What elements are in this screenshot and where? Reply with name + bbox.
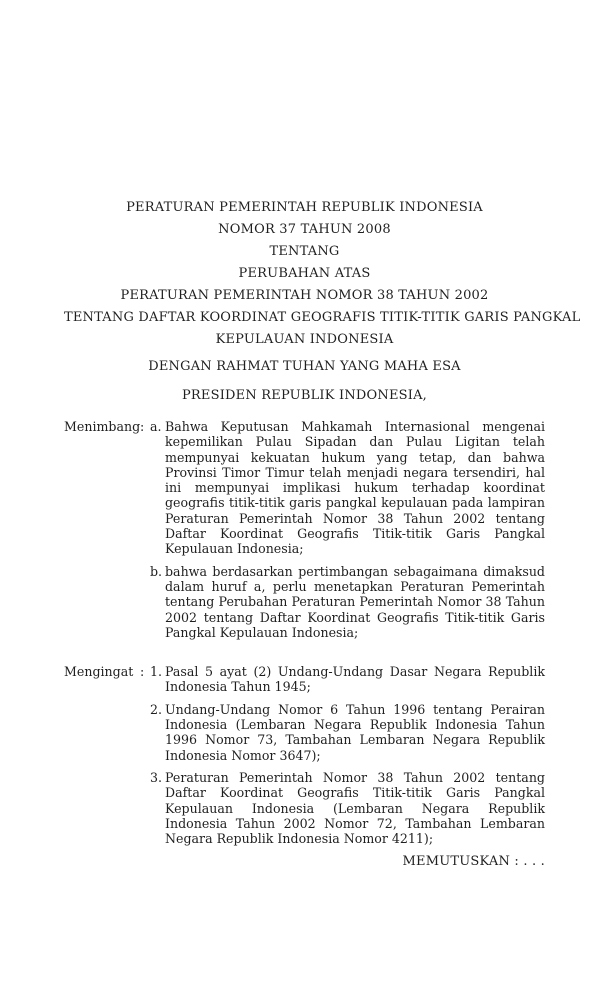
document-title-block [64, 197, 581, 351]
mengingat-section [64, 664, 545, 846]
title-line-number: NOMOR 37 TAHUN 2008 [218, 222, 391, 237]
memutuskan-line: MEMUTUSKAN : . . . [402, 854, 545, 870]
mengingat-item-1 [64, 664, 545, 695]
invocation-line: DENGAN RAHMAT TUHAN YANG MAHA ESA [148, 359, 461, 374]
section-label-menimbang: Menimbang [64, 419, 141, 434]
title-line-regulation: PERATURAN PEMERINTAH REPUBLIK INDONESIA [126, 200, 483, 215]
item-text-1: Pasal 5 ayat (2) Undang-Undang Dasar Negara Republik Indonesia Tahun 1945; [165, 664, 545, 695]
mengingat-item-3 [64, 770, 545, 846]
item-text-b: bahwa berdasarkan pertimbangan sebagaimana dimaksud dalam huruf a, perlu menetapkan Peraturan Pemerintah tentang Perubahan Peraturan Pemerintah Nomor 38 Tahun 2002 tentang Daftar Koordinat Geografis Titik-titik Garis Pangkal Kepulauan Indonesia; [165, 563, 545, 640]
item-text-3: Peraturan Pemerintah Nomor 38 Tahun 2002 tentang Daftar Koordinat Geografis Titik-titik Garis Pangkal Kepulauan Indonesia (Lembaran Negara Republik Indonesia Tahun 2002 Nomor 72, Tambahan Lembaran Negara Republik Indonesia Nomor 4211); [165, 769, 545, 847]
item-text-a: Bahwa Keputusan Mahkamah Internasional mengenai kepemilikan Pulau Sipadan dan Pulau Ligitan telah mempunyai kekuatan hukum yang tetap, dan bahwa Provinsi Timor Timur telah menjadi negara tersendiri, hal ini mempunyai implikasi hukum terhadap koordinat geografis titik-titik garis pangkal kepulauan pada lampiran Peraturan Pemerintah Nomor 38 Tahun 2002 tentang Daftar Koordinat Geografis Titik-titik Garis Pangkal Kepulauan Indonesia; [165, 419, 545, 557]
menimbang-item-b [64, 564, 545, 640]
item-marker-3: 3. [150, 769, 163, 785]
label-colon: : [140, 419, 145, 434]
title-line-tentang: TENTANG [269, 244, 340, 259]
menimbang-item-a [64, 419, 545, 557]
title-line-subject: TENTANG DAFTAR KOORDINAT GEOGRAFIS TITIK-TITIK GARIS PANGKAL [64, 310, 581, 325]
title-line-subject-2: KEPULAUAN INDONESIA [215, 332, 394, 347]
title-line-amended-regulation: PERATURAN PEMERINTAH NOMOR 38 TAHUN 2002 [120, 288, 489, 303]
section-label-mengingat: Mengingat [64, 664, 134, 680]
title-line-perubahan: PERUBAHAN ATAS [238, 266, 371, 281]
menimbang-section [64, 419, 545, 640]
item-text-2: Undang-Undang Nomor 6 Tahun 1996 tentang Perairan Indonesia (Lembaran Negara Republik Indonesia Tahun 1996 Nomor 73, Tambahan Lembaran Negara Republik Indonesia Nomor 3647); [165, 701, 545, 763]
label-colon: : [140, 664, 145, 680]
item-marker-a: a. [150, 419, 162, 434]
item-marker-2: 2. [150, 701, 163, 717]
authority-line: PRESIDEN REPUBLIK INDONESIA, [181, 388, 428, 403]
item-marker-b: b. [150, 563, 163, 579]
item-marker-1: 1. [150, 664, 163, 680]
mengingat-item-2 [64, 702, 545, 763]
